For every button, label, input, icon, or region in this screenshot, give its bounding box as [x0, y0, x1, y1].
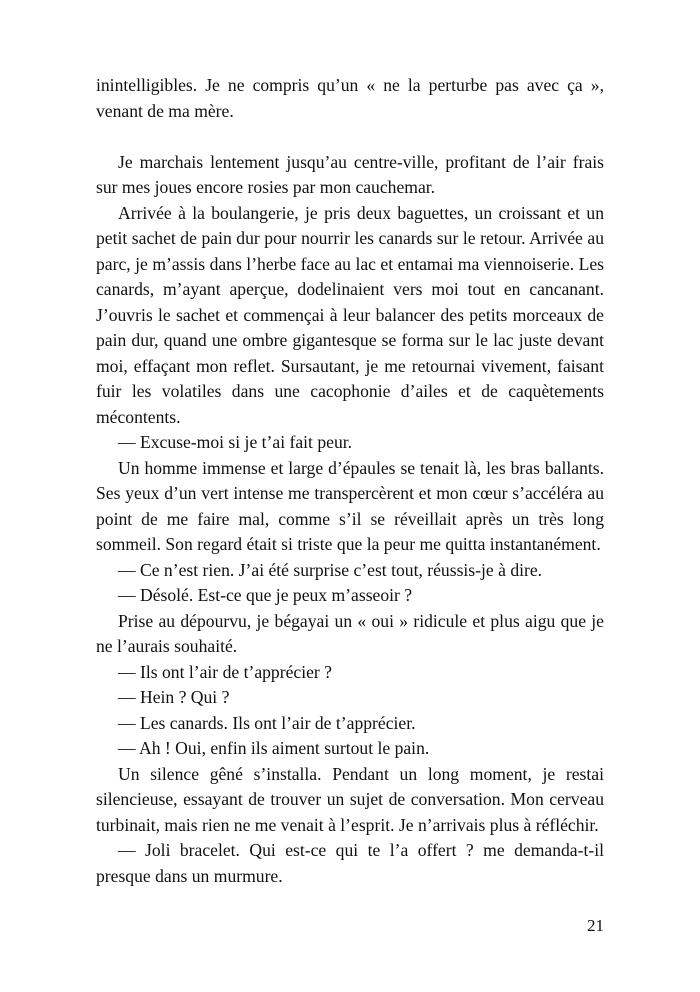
paragraph: Un silence gêné s’installa. Pendant un long moment, je restai silencieuse, essayant de trouver un sujet de conversation. Mon cerveau turbinait, mais rien ne me venait à l’esprit. Je n’arrivais plus à réfléchir.: [96, 763, 604, 835]
dialogue-line: — Les canards. Ils ont l’air de t’apprécier.: [118, 712, 416, 733]
dialogue-line: — Ils ont l’air de t’apprécier ?: [118, 661, 332, 682]
dialogue-line: — Excuse-moi si je t’ai fait peur.: [118, 432, 353, 452]
paragraph: Prise au dépourvu, je bégayai un « oui » ridicule et plus aigu que je ne l’aurais souhaité.: [96, 610, 604, 656]
dialogue-line: — Joli bracelet. Qui est-ce qui te l’a offert ? me demanda-t-il presque dans un murmure.: [96, 840, 604, 886]
dialogue-line: — Hein ? Qui ?: [118, 687, 230, 707]
paragraph: Un homme immense et large d’épaules se tenait là, les bras ballants. Ses yeux d’un vert intense me transpercèrent et mon cœur s’accéléra au point de me faire mal, comme s’il se réveillait après un très long sommeil. Son regard était si triste que la peur me quitta instantanément.: [96, 457, 604, 554]
paragraph: Je marchais lentement jusqu’au centre-ville, profitant de l’air frais sur mes joues encore rosies par mon cauchemar.: [96, 151, 604, 197]
dialogue-line: — Désolé. Est-ce que je peux m’asseoir ?: [118, 585, 413, 605]
paragraph: Arrivée à la boulangerie, je pris deux baguettes, un croissant et un petit sachet de pain dur pour nourrir les canards sur le retour. Arrivée au parc, je m’assis dans l’herbe face au lac et entamai ma viennoiserie. Les canards, m’ayant aperçue, dodelinaient vers moi tout en cancanant. J’ouvris le sachet et commençai à leur balancer des petits morceaux de pain dur, quand une ombre gigantesque se forma sur le lac juste devant moi, effaçant mon reflet. Sursautant, je me retournai vivement, faisant fuir les volatiles dans une cacophonie d’ailes et de caquètements mécontents.: [96, 202, 604, 427]
page-number: 21: [587, 916, 604, 935]
page-body: [96, 73, 604, 889]
dialogue-line: — Ah ! Oui, enfin ils aiment surtout le pain.: [118, 738, 430, 758]
paragraph: inintelligibles. Je ne compris qu’un « ne la perturbe pas avec ça », venant de ma mère.: [96, 75, 604, 121]
dialogue-line: — Ce n’est rien. J’ai été surprise c’est tout, réussis-je à dire.: [118, 559, 543, 580]
